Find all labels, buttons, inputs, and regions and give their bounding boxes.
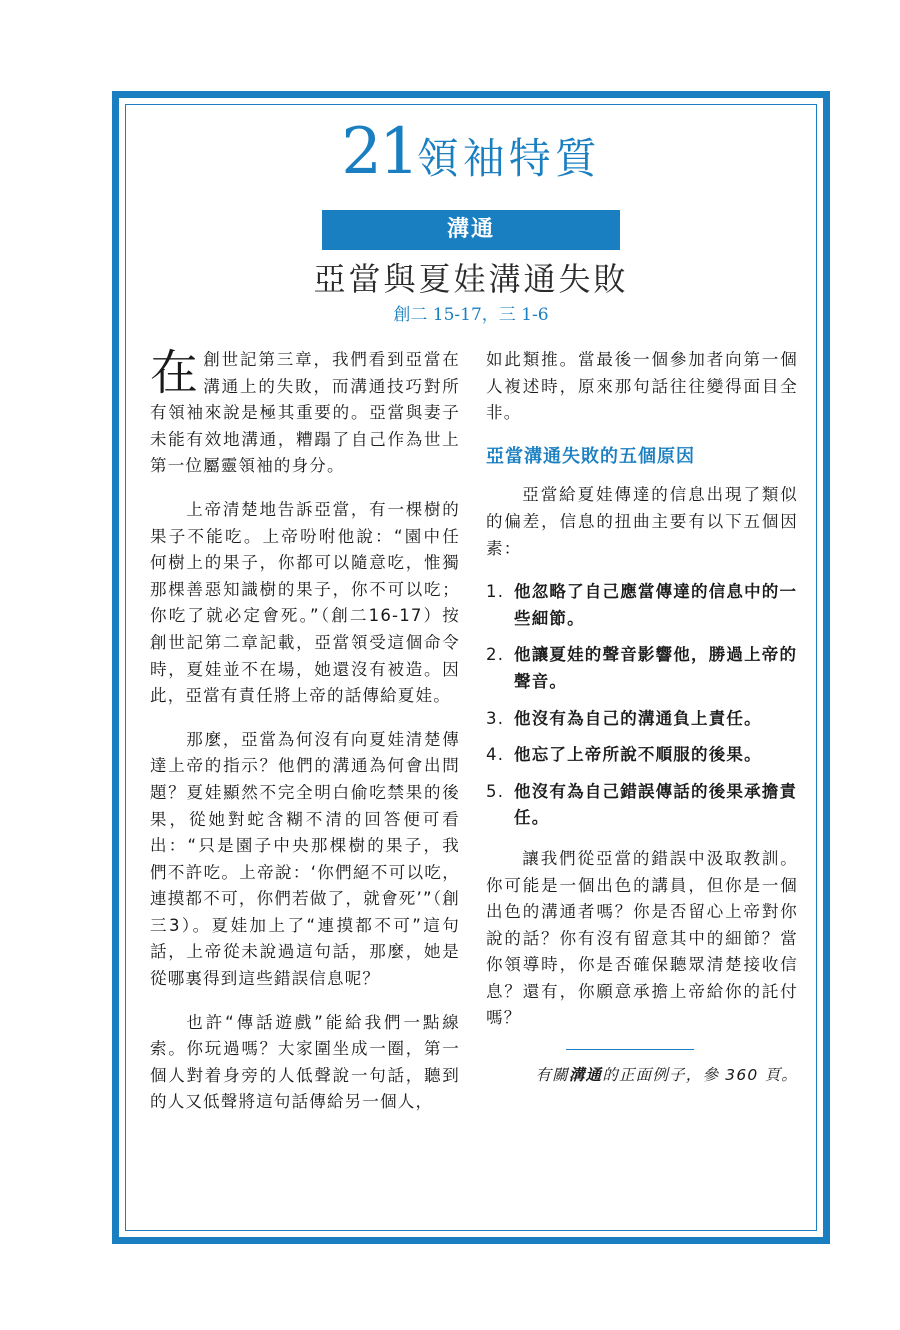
list-item (486, 706, 798, 733)
list-text: 他沒有為自己的溝通負上責任。 (514, 708, 762, 728)
series-name: 領袖特質 (416, 134, 601, 183)
paragraph-continued: 如此類推。當最後一個參加者向第一個人複述時，原來那句話往往變得面目全非。 (486, 350, 798, 423)
cross-reference (486, 1062, 798, 1089)
divider (566, 1049, 694, 1050)
paragraph-question: 那麼，亞當為何沒有向夏娃清楚傳達上帝的指示？他們的溝通為何會出問題？夏娃顯然不完全明白偷吃禁果的後果，從她對蛇含糊不清的回答便可看出：“只是園子中央那棵樹的果子，我們不許吃。上帝說：‘你們絕不可以吃，連摸都不可，你們若做了，就會死’”（創三3）。夏娃加上了“連摸都不可”這句話，上帝從未說過這句話，那麼，她是從哪裏得到這些錯誤信息呢？ (150, 729, 460, 989)
paragraph-intro (150, 347, 460, 480)
crossref-suffix: 的正面例子，參 360 頁。 (602, 1066, 798, 1085)
series-number: 21 (341, 115, 417, 189)
crossref-prefix: 有關 (535, 1066, 569, 1085)
topic-banner: 溝通 (322, 210, 620, 250)
list-text: 他沒有為自己錯誤傳話的後果承擔責任。 (514, 781, 798, 828)
paragraph-game: 也許“傳話遊戲”能給我們一點線索。你玩過嗎？大家圍坐成一圈，第一個人對着身旁的人低聲說一句話，聽到的人又低聲將這句話傳給另一個人， (150, 1012, 460, 1112)
left-column (150, 347, 460, 1133)
list-number: 5. (486, 781, 505, 801)
section-heading: 亞當溝通失敗的五個原因 (486, 445, 695, 467)
list-text: 他忽略了自己應當傳達的信息中的一些細節。 (514, 582, 798, 628)
paragraph-closing: 讓我們從亞當的錯誤中汲取教訓。你可能是一個出色的講員，但你是一個出色的溝通者嗎？你是否留心上帝對你說的話？你有沒有留意其中的細節？當你領導時，你是否確保聽眾清楚接收信息？還有，你願意承擔上帝給你的託付嗎？ (486, 848, 798, 1028)
list-text: 他忘了上帝所說不順服的後果。 (514, 745, 762, 765)
list-number: 3. (486, 708, 505, 728)
paragraph-intro-text: 創世記第三章，我們看到亞當在溝通上的失敗，而溝通技巧對所有領袖來說是極其重要的。亞當與妻子未能有效地溝通，糟蹋了自己作為世上第一位屬靈領袖的身分。 (150, 350, 460, 476)
list-text: 他讓夏娃的聲音影響他，勝過上帝的聲音。 (514, 645, 798, 691)
page-title: 亞當與夏娃溝通失敗 (313, 260, 629, 298)
drop-cap: 在 (150, 345, 200, 401)
paragraph-command: 上帝清楚地告訴亞當，有一棵樹的果子不能吃。上帝吩咐他說：“園中任何樹上的果子，你都可以隨意吃，惟獨那棵善惡知識樹的果子，你不可以吃；你吃了就必定會死。”（創二16-17）按創世記第二章記載，亞當領受這個命令時，夏娃並不在場，她還沒有被造。因此，亞當有責任將上帝的話傳給夏娃。 (150, 499, 460, 706)
right-column (486, 347, 798, 1089)
causes-list (486, 579, 798, 832)
list-item (486, 579, 798, 632)
paragraph-causes-intro: 亞當給夏娃傳達的信息出現了類似的偏差，信息的扭曲主要有以下五個因素： (486, 485, 798, 558)
list-item (486, 779, 798, 832)
crossref-topic: 溝通 (568, 1066, 603, 1085)
list-number: 2. (486, 645, 505, 665)
list-item (486, 642, 798, 695)
scripture-reference: 創二 15-17，三 1-6 (393, 305, 549, 325)
series-heading (125, 115, 817, 189)
list-item (486, 742, 798, 769)
list-number: 1. (486, 582, 505, 602)
list-number: 4. (486, 745, 505, 765)
